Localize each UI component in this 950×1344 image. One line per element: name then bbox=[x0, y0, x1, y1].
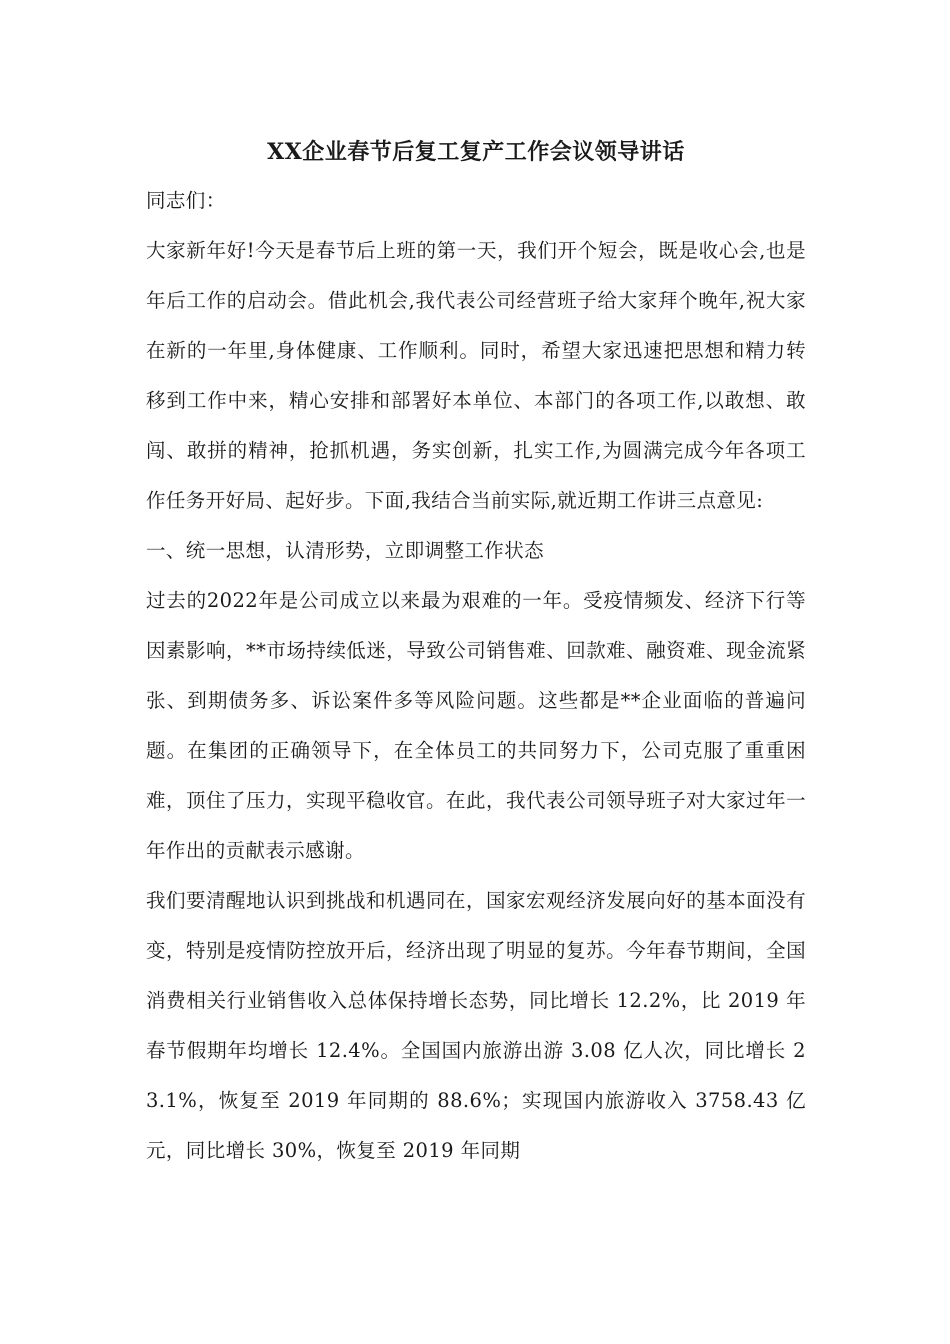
document-title: XX企业春节后复工复产工作会议领导讲话 bbox=[267, 139, 685, 165]
paragraph-opening: 大家新年好!今天是春节后上班的第一天，我们开个短会，既是收心会,也是年后工作的启动会。借此机会,我代表公司经营班子给大家拜个晚年,祝大家在新的一年里,身体健康、工作顺利。同时，希望大家迅速把思想和精力转移到工作中来，精心安排和部署好本单位、本部门的各项工作,以敢想、敢闯、敢拼的精神，抢抓机遇，务实创新，扎实工作,为圆满完成今年各项工作任务开好局、起好步。下面,我结合当前实际,就近期工作讲三点意见: bbox=[146, 239, 806, 512]
document-body bbox=[146, 128, 806, 1176]
section-heading-1: 一、统一思想，认清形势，立即调整工作状态 bbox=[146, 539, 545, 562]
paragraph-review: 过去的2022年是公司成立以来最为艰难的一年。受疫情频发、经济下行等因素影响，**市场持续低迷，导致公司销售难、回款难、融资难、现金流紧张、到期债务多、诉讼案件多等风险问题。这些都是**企业面临的普遍问题。在集团的正确领导下，在全体员工的共同努力下，公司克服了重重困难，顶住了压力，实现平稳收官。在此，我代表公司领导班子对大家过年一年作出的贡献表示感谢。 bbox=[146, 589, 806, 862]
salutation: 同志们： bbox=[146, 189, 226, 212]
paragraph-outlook: 我们要清醒地认识到挑战和机遇同在，国家宏观经济发展向好的基本面没有变，特别是疫情防控放开后，经济出现了明显的复苏。今年春节期间，全国消费相关行业销售收入总体保持增长态势，同比增长 12.2%，比 2019 年春节假期年均增长 12.4%。全国国内旅游出游 3.08 亿人次，同比增长 23.1%，恢复至 2019 年同期的 88.6%；实现国内旅游收入 3758.43 亿元，同比增长 30%，恢复至 2019 年同期 bbox=[146, 889, 806, 1162]
